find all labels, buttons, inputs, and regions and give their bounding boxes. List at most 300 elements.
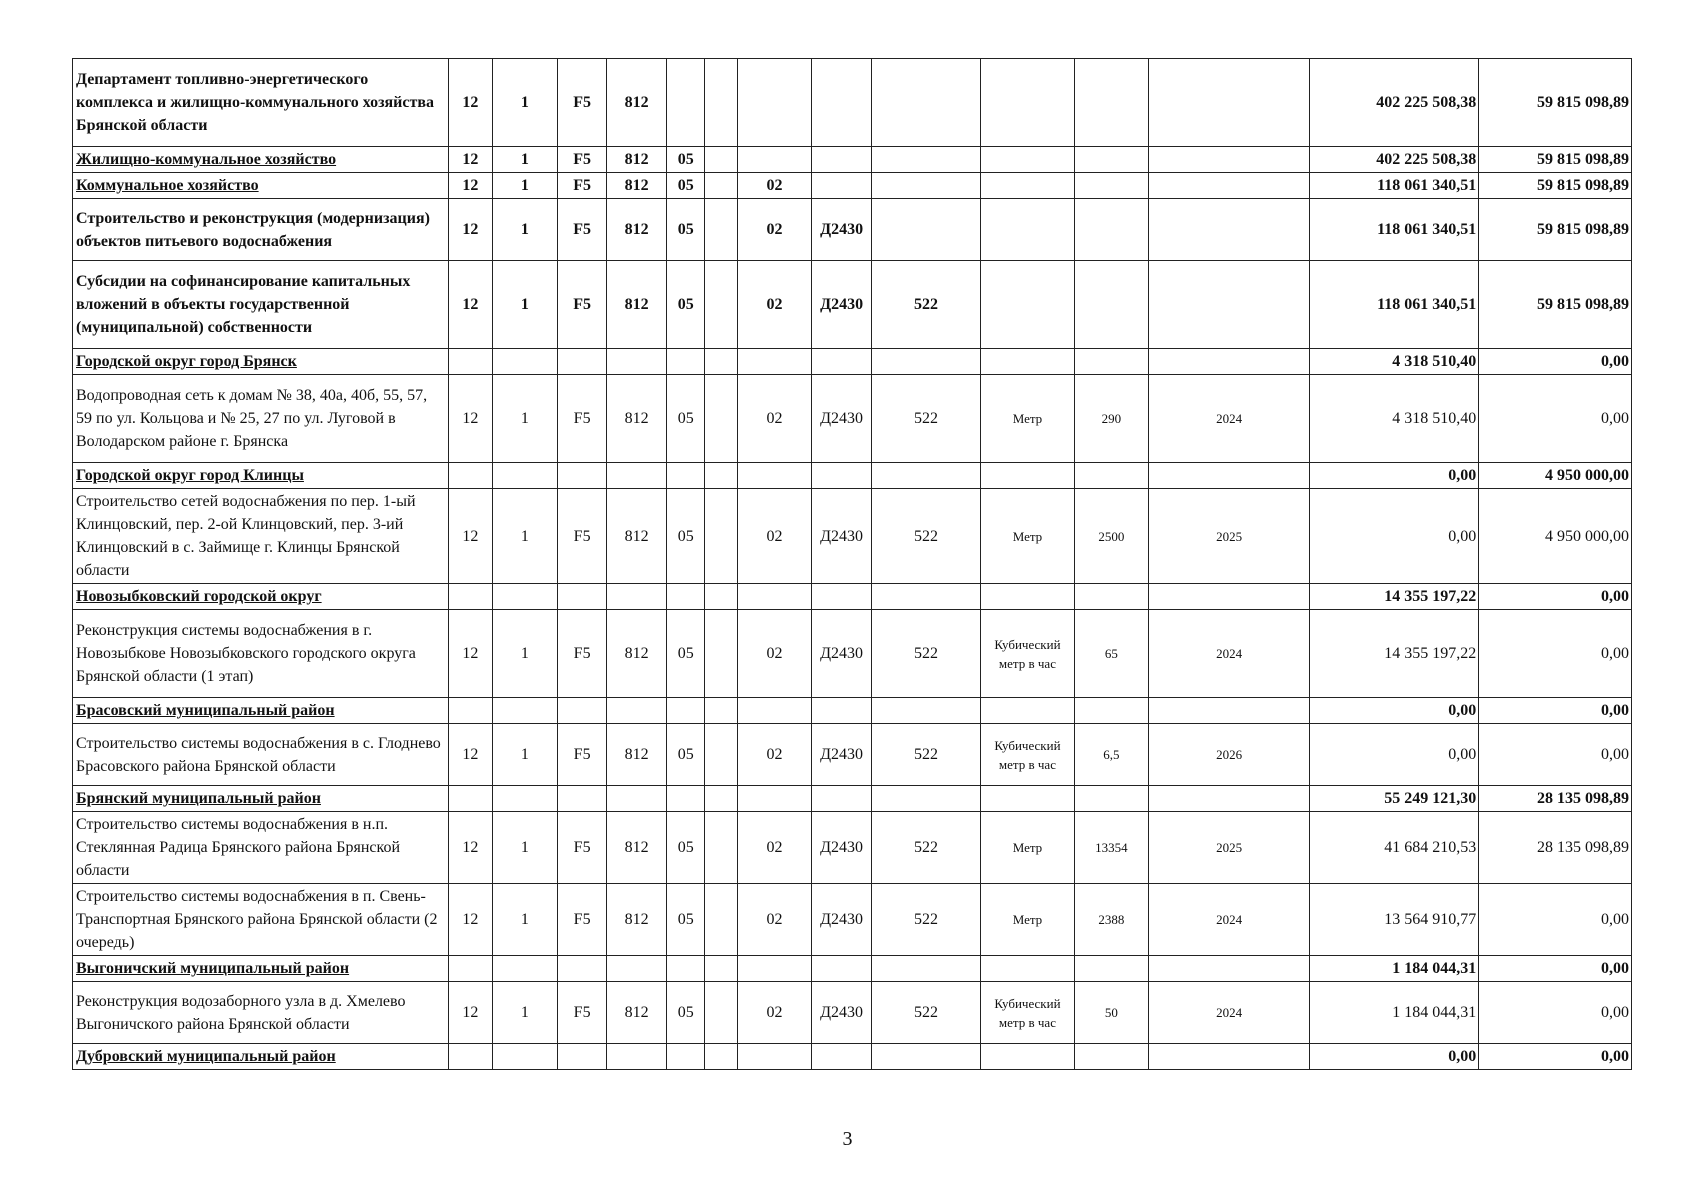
unit-cell: 522 xyxy=(872,489,981,584)
col-4-cell xyxy=(558,349,607,375)
amount-2026-cell: 0,00 xyxy=(1479,1044,1632,1070)
col-4-cell xyxy=(558,956,607,982)
col-3-cell: 1 xyxy=(492,59,557,147)
col-8-cell: Д2430 xyxy=(812,375,872,463)
col-5-cell: 812 xyxy=(607,724,667,786)
spacer-cell xyxy=(667,349,705,375)
col-5-cell xyxy=(607,956,667,982)
col-2-cell: 12 xyxy=(449,610,493,698)
col-4-cell: F5 xyxy=(558,982,607,1044)
row-name-cell: Строительство системы водоснабжения в п. Свень-Транспортная Брянского района Брянской области (2 очередь) xyxy=(73,884,449,956)
col-5-cell: 812 xyxy=(607,884,667,956)
spacer-cell xyxy=(705,610,738,698)
col-7-cell: 02 xyxy=(737,610,811,698)
amount-2026-cell: 0,00 xyxy=(1479,610,1632,698)
col-5-cell: 812 xyxy=(607,982,667,1044)
col-7-cell: 02 xyxy=(737,261,811,349)
col-5-cell xyxy=(607,786,667,812)
amount-2024-cell: 2025 xyxy=(1148,812,1309,884)
budget-table xyxy=(72,58,1632,1070)
col-5-cell: 812 xyxy=(607,173,667,199)
amount-2025-cell: 41 684 210,53 xyxy=(1310,812,1479,884)
col-7-cell xyxy=(737,349,811,375)
amount-2026-cell: 4 950 000,00 xyxy=(1479,463,1632,489)
col-5-cell: 812 xyxy=(607,59,667,147)
unit-cell: 522 xyxy=(872,261,981,349)
amount-2026-cell: 59 815 098,89 xyxy=(1479,147,1632,173)
col-2-cell xyxy=(449,463,493,489)
col-7-cell xyxy=(737,786,811,812)
year-cell: 2388 xyxy=(1074,884,1148,956)
year-cell xyxy=(1074,261,1148,349)
col-2-cell: 12 xyxy=(449,375,493,463)
table-row-group xyxy=(73,147,1632,173)
amount-2024-cell xyxy=(1148,463,1309,489)
col-7-cell xyxy=(737,59,811,147)
amount-2026-cell: 0,00 xyxy=(1479,698,1632,724)
unit-cell: 522 xyxy=(872,812,981,884)
spacer-cell xyxy=(667,584,705,610)
spacer-cell xyxy=(667,59,705,147)
spacer-cell: 05 xyxy=(667,375,705,463)
col-2-cell xyxy=(449,584,493,610)
capacity-cell xyxy=(981,584,1075,610)
row-name-cell: Строительство системы водоснабжения в с. Глоднево Брасовского района Брянской области xyxy=(73,724,449,786)
col-4-cell xyxy=(558,584,607,610)
col-2-cell xyxy=(449,786,493,812)
spacer-cell: 05 xyxy=(667,724,705,786)
col-2-cell: 12 xyxy=(449,173,493,199)
col-2-cell: 12 xyxy=(449,199,493,261)
col-7-cell: 02 xyxy=(737,884,811,956)
table-row-group xyxy=(73,786,1632,812)
row-name-cell: Водопроводная сеть к домам № 38, 40а, 40б, 55, 57, 59 по ул. Кольцова и № 25, 27 по ул. Луговой в Володарском районе г. Брянска xyxy=(73,375,449,463)
col-5-cell xyxy=(607,349,667,375)
spacer-cell xyxy=(667,463,705,489)
table-row xyxy=(73,610,1632,698)
col-2-cell: 12 xyxy=(449,724,493,786)
row-name-cell: Коммунальное хозяйство xyxy=(73,173,449,199)
spacer-cell xyxy=(705,812,738,884)
amount-2024-cell xyxy=(1148,59,1309,147)
col-4-cell: F5 xyxy=(558,489,607,584)
unit-cell: 522 xyxy=(872,375,981,463)
col-4-cell: F5 xyxy=(558,261,607,349)
col-8-cell: Д2430 xyxy=(812,261,872,349)
table-body xyxy=(73,59,1632,1070)
col-8-cell xyxy=(812,786,872,812)
amount-2026-cell: 0,00 xyxy=(1479,884,1632,956)
spacer-cell xyxy=(705,884,738,956)
capacity-cell xyxy=(981,1044,1075,1070)
col-4-cell: F5 xyxy=(558,724,607,786)
col-8-cell: Д2430 xyxy=(812,199,872,261)
spacer-cell xyxy=(705,489,738,584)
unit-cell xyxy=(872,349,981,375)
col-4-cell xyxy=(558,463,607,489)
amount-2026-cell: 0,00 xyxy=(1479,982,1632,1044)
capacity-cell xyxy=(981,59,1075,147)
col-7-cell xyxy=(737,698,811,724)
amount-2025-cell: 0,00 xyxy=(1310,463,1479,489)
col-8-cell: Д2430 xyxy=(812,812,872,884)
col-2-cell xyxy=(449,698,493,724)
col-7-cell: 02 xyxy=(737,982,811,1044)
col-5-cell: 812 xyxy=(607,147,667,173)
spacer-cell xyxy=(705,956,738,982)
col-4-cell: F5 xyxy=(558,610,607,698)
amount-2025-cell: 14 355 197,22 xyxy=(1310,610,1479,698)
amount-2026-cell: 28 135 098,89 xyxy=(1479,786,1632,812)
table-row xyxy=(73,375,1632,463)
unit-cell: 522 xyxy=(872,884,981,956)
row-name-cell: Городской округ город Брянск xyxy=(73,349,449,375)
col-3-cell: 1 xyxy=(492,724,557,786)
col-8-cell xyxy=(812,463,872,489)
capacity-cell xyxy=(981,698,1075,724)
spacer-cell: 05 xyxy=(667,173,705,199)
spacer-cell xyxy=(667,1044,705,1070)
capacity-cell xyxy=(981,199,1075,261)
col-5-cell: 812 xyxy=(607,812,667,884)
col-5-cell xyxy=(607,584,667,610)
col-7-cell xyxy=(737,463,811,489)
amount-2026-cell: 59 815 098,89 xyxy=(1479,261,1632,349)
col-4-cell xyxy=(558,1044,607,1070)
table-row-group xyxy=(73,584,1632,610)
col-8-cell xyxy=(812,584,872,610)
col-8-cell xyxy=(812,1044,872,1070)
year-cell xyxy=(1074,584,1148,610)
unit-cell xyxy=(872,956,981,982)
col-8-cell: Д2430 xyxy=(812,884,872,956)
col-5-cell: 812 xyxy=(607,199,667,261)
col-3-cell: 1 xyxy=(492,982,557,1044)
capacity-cell: Кубический метр в час xyxy=(981,610,1075,698)
col-7-cell: 02 xyxy=(737,812,811,884)
spacer-cell: 05 xyxy=(667,982,705,1044)
table-row-group xyxy=(73,349,1632,375)
table-row xyxy=(73,884,1632,956)
amount-2024-cell xyxy=(1148,698,1309,724)
amount-2025-cell: 1 184 044,31 xyxy=(1310,982,1479,1044)
col-4-cell: F5 xyxy=(558,884,607,956)
spacer-cell xyxy=(705,724,738,786)
amount-2024-cell: 2024 xyxy=(1148,982,1309,1044)
col-4-cell: F5 xyxy=(558,59,607,147)
year-cell: 13354 xyxy=(1074,812,1148,884)
year-cell xyxy=(1074,698,1148,724)
col-7-cell xyxy=(737,1044,811,1070)
spacer-cell: 05 xyxy=(667,147,705,173)
col-2-cell: 12 xyxy=(449,982,493,1044)
col-3-cell xyxy=(492,698,557,724)
col-7-cell: 02 xyxy=(737,724,811,786)
unit-cell xyxy=(872,59,981,147)
col-2-cell: 12 xyxy=(449,261,493,349)
spacer-cell xyxy=(667,698,705,724)
col-8-cell xyxy=(812,147,872,173)
col-7-cell xyxy=(737,584,811,610)
spacer-cell xyxy=(705,1044,738,1070)
spacer-cell: 05 xyxy=(667,199,705,261)
capacity-cell xyxy=(981,261,1075,349)
col-4-cell xyxy=(558,698,607,724)
page-number: 3 xyxy=(842,1128,853,1150)
col-5-cell xyxy=(607,1044,667,1070)
amount-2024-cell xyxy=(1148,261,1309,349)
table-row-group xyxy=(73,956,1632,982)
amount-2024-cell: 2026 xyxy=(1148,724,1309,786)
col-3-cell xyxy=(492,956,557,982)
amount-2024-cell xyxy=(1148,199,1309,261)
year-cell: 290 xyxy=(1074,375,1148,463)
col-3-cell xyxy=(492,349,557,375)
amount-2025-cell: 118 061 340,51 xyxy=(1310,261,1479,349)
spacer-cell xyxy=(705,982,738,1044)
col-7-cell xyxy=(737,956,811,982)
col-8-cell xyxy=(812,349,872,375)
col-3-cell: 1 xyxy=(492,199,557,261)
col-3-cell: 1 xyxy=(492,610,557,698)
col-3-cell xyxy=(492,584,557,610)
spacer-cell xyxy=(705,173,738,199)
year-cell xyxy=(1074,1044,1148,1070)
amount-2025-cell: 0,00 xyxy=(1310,1044,1479,1070)
col-7-cell: 02 xyxy=(737,173,811,199)
col-3-cell xyxy=(492,463,557,489)
amount-2025-cell: 55 249 121,30 xyxy=(1310,786,1479,812)
row-name-cell: Брянский муниципальный район xyxy=(73,786,449,812)
spacer-cell: 05 xyxy=(667,812,705,884)
col-3-cell: 1 xyxy=(492,375,557,463)
col-2-cell: 12 xyxy=(449,59,493,147)
capacity-cell: Метр xyxy=(981,884,1075,956)
amount-2024-cell xyxy=(1148,956,1309,982)
amount-2025-cell: 4 318 510,40 xyxy=(1310,375,1479,463)
unit-cell: 522 xyxy=(872,724,981,786)
col-8-cell xyxy=(812,59,872,147)
spacer-cell xyxy=(705,463,738,489)
amount-2026-cell: 0,00 xyxy=(1479,956,1632,982)
amount-2026-cell: 59 815 098,89 xyxy=(1479,59,1632,147)
col-4-cell: F5 xyxy=(558,199,607,261)
unit-cell xyxy=(872,584,981,610)
unit-cell xyxy=(872,698,981,724)
row-name-cell: Субсидии на софинансирование капитальных вложений в объекты государственной (муниципальной) собственности xyxy=(73,261,449,349)
col-8-cell xyxy=(812,698,872,724)
col-7-cell: 02 xyxy=(737,489,811,584)
col-8-cell: Д2430 xyxy=(812,610,872,698)
amount-2025-cell: 118 061 340,51 xyxy=(1310,199,1479,261)
year-cell xyxy=(1074,349,1148,375)
col-8-cell: Д2430 xyxy=(812,724,872,786)
unit-cell xyxy=(872,147,981,173)
year-cell xyxy=(1074,463,1148,489)
table-row-group xyxy=(73,1044,1632,1070)
col-8-cell xyxy=(812,956,872,982)
col-3-cell xyxy=(492,1044,557,1070)
row-name-cell: Городской округ город Клинцы xyxy=(73,463,449,489)
capacity-cell: Метр xyxy=(981,812,1075,884)
amount-2025-cell: 13 564 910,77 xyxy=(1310,884,1479,956)
table-row-group xyxy=(73,59,1632,147)
spacer-cell xyxy=(705,786,738,812)
col-4-cell: F5 xyxy=(558,173,607,199)
row-name-cell: Строительство системы водоснабжения в н.п. Стеклянная Радица Брянского района Брянской области xyxy=(73,812,449,884)
col-5-cell xyxy=(607,463,667,489)
year-cell: 65 xyxy=(1074,610,1148,698)
year-cell xyxy=(1074,59,1148,147)
col-2-cell xyxy=(449,349,493,375)
row-name-cell: Выгоничский муниципальный район xyxy=(73,956,449,982)
unit-cell xyxy=(872,786,981,812)
spacer-cell xyxy=(705,375,738,463)
year-cell xyxy=(1074,956,1148,982)
col-4-cell xyxy=(558,786,607,812)
capacity-cell: Метр xyxy=(981,375,1075,463)
table-row xyxy=(73,812,1632,884)
table-row xyxy=(73,982,1632,1044)
unit-cell xyxy=(872,463,981,489)
amount-2024-cell xyxy=(1148,147,1309,173)
col-2-cell: 12 xyxy=(449,147,493,173)
spacer-cell: 05 xyxy=(667,884,705,956)
spacer-cell xyxy=(705,584,738,610)
col-4-cell: F5 xyxy=(558,375,607,463)
col-2-cell: 12 xyxy=(449,489,493,584)
capacity-cell: Метр xyxy=(981,489,1075,584)
col-4-cell: F5 xyxy=(558,147,607,173)
amount-2026-cell: 59 815 098,89 xyxy=(1479,199,1632,261)
amount-2026-cell: 0,00 xyxy=(1479,584,1632,610)
spacer-cell xyxy=(705,698,738,724)
capacity-cell: Кубический метр в час xyxy=(981,982,1075,1044)
capacity-cell xyxy=(981,463,1075,489)
col-3-cell: 1 xyxy=(492,147,557,173)
year-cell xyxy=(1074,786,1148,812)
spacer-cell xyxy=(705,261,738,349)
row-name-cell: Реконструкция водозаборного узла в д. Хмелево Выгоничского района Брянской области xyxy=(73,982,449,1044)
amount-2024-cell xyxy=(1148,1044,1309,1070)
col-2-cell xyxy=(449,1044,493,1070)
row-name-cell: Жилищно-коммунальное хозяйство xyxy=(73,147,449,173)
table-row-group xyxy=(73,261,1632,349)
capacity-cell xyxy=(981,147,1075,173)
amount-2026-cell: 28 135 098,89 xyxy=(1479,812,1632,884)
unit-cell: 522 xyxy=(872,982,981,1044)
col-3-cell: 1 xyxy=(492,884,557,956)
year-cell: 2500 xyxy=(1074,489,1148,584)
amount-2025-cell: 402 225 508,38 xyxy=(1310,59,1479,147)
unit-cell xyxy=(872,199,981,261)
col-7-cell: 02 xyxy=(737,375,811,463)
unit-cell xyxy=(872,173,981,199)
amount-2025-cell: 0,00 xyxy=(1310,489,1479,584)
amount-2024-cell xyxy=(1148,786,1309,812)
col-3-cell: 1 xyxy=(492,489,557,584)
col-7-cell: 02 xyxy=(737,199,811,261)
table-row xyxy=(73,489,1632,584)
col-7-cell xyxy=(737,147,811,173)
amount-2025-cell: 0,00 xyxy=(1310,698,1479,724)
capacity-cell xyxy=(981,956,1075,982)
col-5-cell: 812 xyxy=(607,261,667,349)
table-row-group xyxy=(73,463,1632,489)
spacer-cell xyxy=(667,956,705,982)
col-5-cell: 812 xyxy=(607,610,667,698)
spacer-cell: 05 xyxy=(667,610,705,698)
amount-2026-cell: 0,00 xyxy=(1479,724,1632,786)
table-row-group xyxy=(73,199,1632,261)
col-2-cell xyxy=(449,956,493,982)
amount-2025-cell: 118 061 340,51 xyxy=(1310,173,1479,199)
col-5-cell: 812 xyxy=(607,489,667,584)
amount-2024-cell xyxy=(1148,173,1309,199)
capacity-cell xyxy=(981,349,1075,375)
year-cell: 50 xyxy=(1074,982,1148,1044)
col-4-cell: F5 xyxy=(558,812,607,884)
row-name-cell: Брасовский муниципальный район xyxy=(73,698,449,724)
col-2-cell: 12 xyxy=(449,812,493,884)
amount-2024-cell xyxy=(1148,584,1309,610)
amount-2025-cell: 4 318 510,40 xyxy=(1310,349,1479,375)
col-3-cell: 1 xyxy=(492,173,557,199)
spacer-cell xyxy=(705,147,738,173)
col-8-cell: Д2430 xyxy=(812,489,872,584)
col-5-cell xyxy=(607,698,667,724)
unit-cell: 522 xyxy=(872,610,981,698)
col-8-cell xyxy=(812,173,872,199)
capacity-cell: Кубический метр в час xyxy=(981,724,1075,786)
year-cell: 6,5 xyxy=(1074,724,1148,786)
spacer-cell xyxy=(667,786,705,812)
amount-2024-cell: 2024 xyxy=(1148,375,1309,463)
row-name-cell: Департамент топливно-энергетического комплекса и жилищно-коммунального хозяйства Брянской области xyxy=(73,59,449,147)
col-3-cell xyxy=(492,786,557,812)
amount-2026-cell: 4 950 000,00 xyxy=(1479,489,1632,584)
capacity-cell xyxy=(981,786,1075,812)
amount-2024-cell xyxy=(1148,349,1309,375)
amount-2024-cell: 2025 xyxy=(1148,489,1309,584)
year-cell xyxy=(1074,147,1148,173)
spacer-cell: 05 xyxy=(667,489,705,584)
spacer-cell xyxy=(705,199,738,261)
col-3-cell: 1 xyxy=(492,812,557,884)
year-cell xyxy=(1074,173,1148,199)
year-cell xyxy=(1074,199,1148,261)
amount-2024-cell: 2024 xyxy=(1148,610,1309,698)
table-row-group xyxy=(73,173,1632,199)
spacer-cell xyxy=(705,59,738,147)
col-2-cell: 12 xyxy=(449,884,493,956)
row-name-cell: Реконструкция системы водоснабжения в г. Новозыбкове Новозыбковского городского округа Брянской области (1 этап) xyxy=(73,610,449,698)
row-name-cell: Новозыбковский городской округ xyxy=(73,584,449,610)
amount-2025-cell: 402 225 508,38 xyxy=(1310,147,1479,173)
amount-2025-cell: 14 355 197,22 xyxy=(1310,584,1479,610)
table-row-group xyxy=(73,698,1632,724)
col-3-cell: 1 xyxy=(492,261,557,349)
capacity-cell xyxy=(981,173,1075,199)
row-name-cell: Строительство и реконструкция (модернизация) объектов питьевого водоснабжения xyxy=(73,199,449,261)
row-name-cell: Дубровский муниципальный район xyxy=(73,1044,449,1070)
table-row xyxy=(73,724,1632,786)
amount-2026-cell: 0,00 xyxy=(1479,375,1632,463)
unit-cell xyxy=(872,1044,981,1070)
amount-2026-cell: 59 815 098,89 xyxy=(1479,173,1632,199)
col-5-cell: 812 xyxy=(607,375,667,463)
row-name-cell: Строительство сетей водоснабжения по пер. 1-ый Клинцовский, пер. 2-ой Клинцовский, пер. 3-ий Клинцовский в с. Займище г. Клинцы Брянской области xyxy=(73,489,449,584)
